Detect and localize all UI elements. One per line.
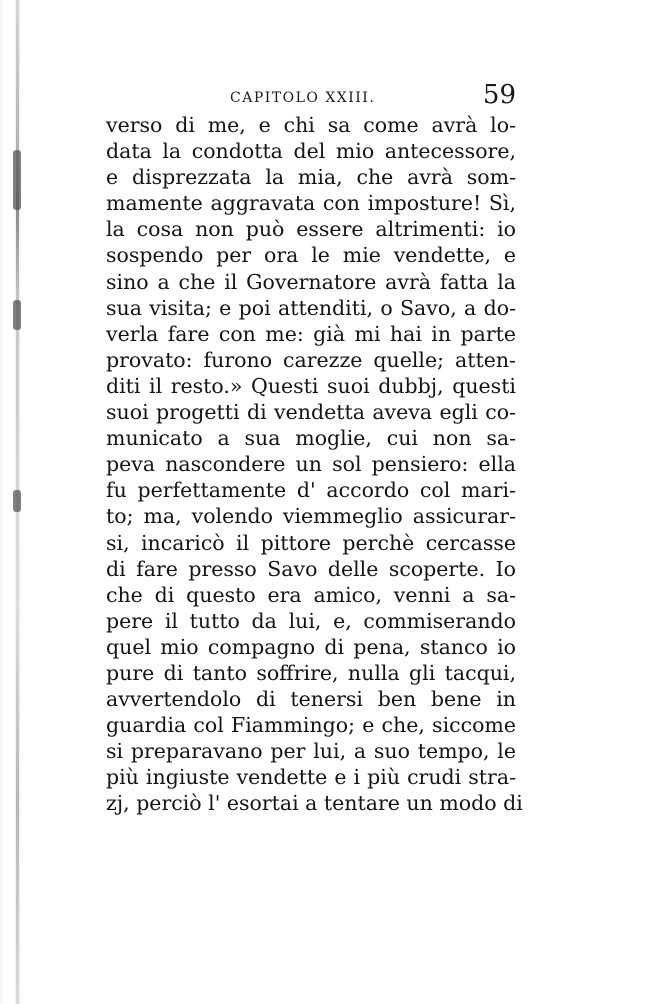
- text-line: quel mio compagno di pena, stanco io: [106, 634, 516, 659]
- text-line: che di questo era amico, venni a sa-: [106, 582, 516, 607]
- text-line: di fare presso Savo delle scoperte. Io: [106, 556, 516, 581]
- text-line: si, incaricò il pittore perchè cercasse: [106, 530, 516, 555]
- text-line: verso di me, e chi sa come avrà lo-: [106, 113, 516, 137]
- text-line: si preparavano per lui, a suo tempo, le: [106, 739, 516, 764]
- text-line: mamente aggravata con imposture! Sì,: [106, 191, 516, 216]
- text-line: data la condotta del mio antecessore,: [106, 139, 516, 164]
- binding-mark: [13, 150, 21, 210]
- text-line: zj, perciò l' esortai a tentare un modo di: [106, 791, 523, 816]
- text-line: e disprezzata la mia, che avrà som-: [106, 165, 516, 190]
- text-line: sua visita; e poi attenditi, o Savo, a do-: [106, 295, 516, 320]
- page-number: 59: [482, 80, 516, 110]
- text-line: la cosa non può essere altrimenti: io: [106, 217, 516, 242]
- body-text: [106, 112, 523, 817]
- text-line: sino a che il Governatore avrà fatta la: [106, 269, 516, 294]
- text-line: peva nascondere un sol pensiero: ella: [106, 452, 516, 477]
- text-line: pere il tutto da lui, e, commiserando: [106, 608, 516, 633]
- chapter-title: CAPITOLO XXIII.: [230, 90, 376, 106]
- text-line: provato: furono carezze quelle; atten-: [106, 347, 516, 372]
- text-line: municato a sua moglie, cui non sa-: [106, 426, 516, 451]
- text-line: più ingiuste vendette e i più crudi stra-: [106, 765, 516, 790]
- text-line: verla fare con me: già mi hai in parte: [106, 321, 516, 346]
- text-line: to; ma, volendo viemmeglio assicurar-: [106, 504, 516, 529]
- binding-mark: [13, 490, 21, 512]
- text-line: sospendo per ora le mie vendette, e: [106, 243, 516, 268]
- running-head: [106, 80, 516, 112]
- text-line: pure di tanto soffrire, nulla gli tacqui,: [106, 660, 516, 685]
- text-line: suoi progetti di vendetta aveva egli co-: [106, 400, 516, 425]
- text-line: fu perfettamente d' accordo col mari-: [106, 478, 516, 503]
- text-line: diti il resto.» Questi suoi dubbj, questi: [106, 373, 516, 398]
- text-line: guardia col Fiammingo; e che, siccome: [106, 713, 516, 738]
- binding-mark: [13, 300, 21, 330]
- text-line: avvertendolo di tenersi ben bene in: [106, 687, 516, 712]
